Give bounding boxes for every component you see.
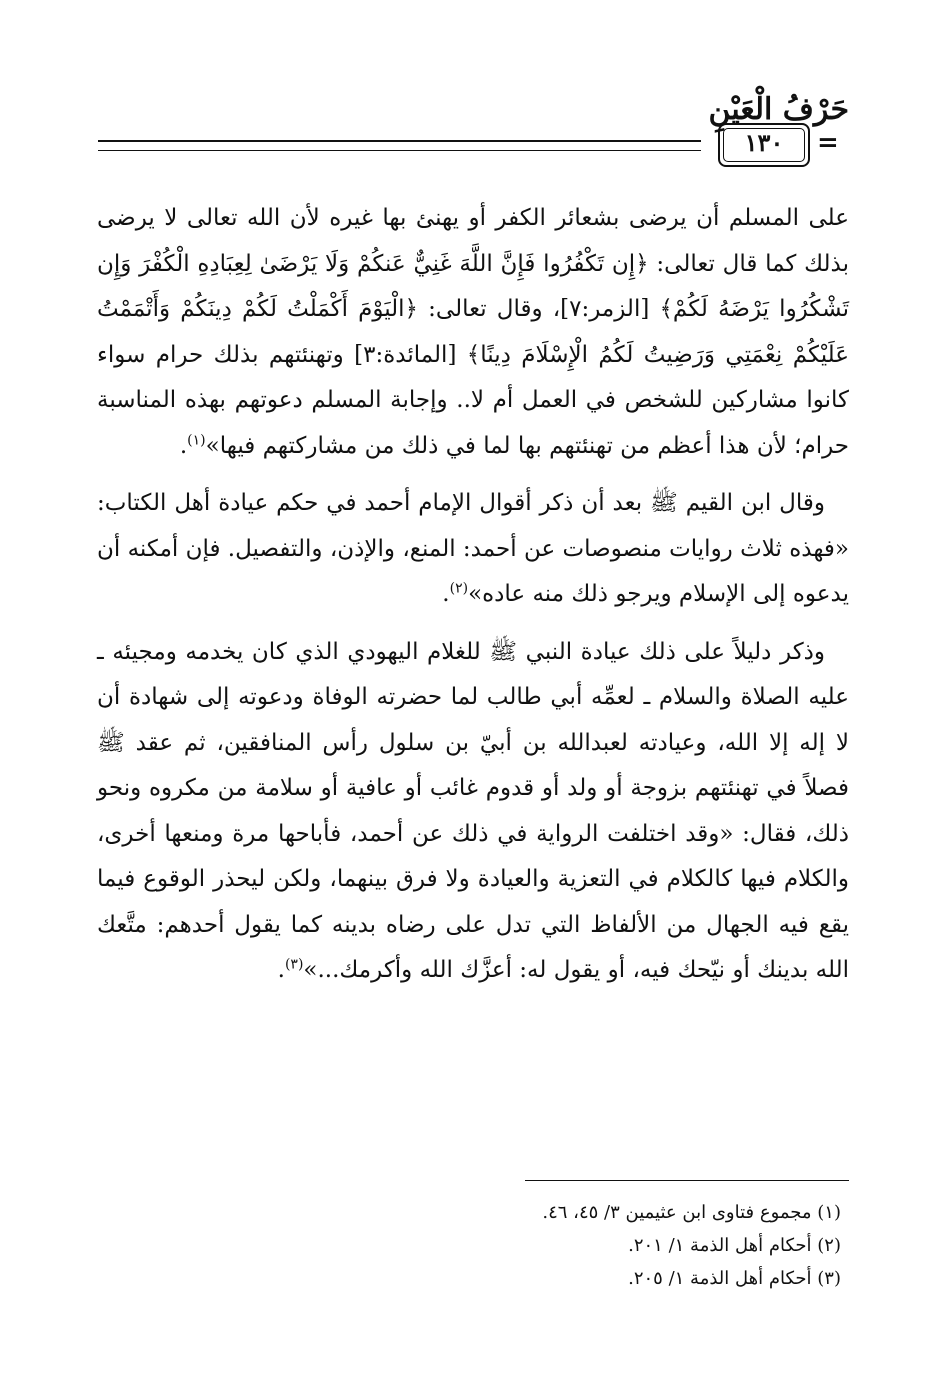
paragraph-3-end: . [277,957,285,983]
paragraph-2-text: وقال ابن القيم ﷺ بعد أن ذكر أقوال الإمام أحمد في حكم عيادة أهل الكتاب: «فهذه ثلاث روايات منصوصات عن أحمد: المنع، والإذن، والتفصيل. فإن أمكنه أن يدعوه إلى الإسلام ويرجو ذلك منه عاده» [97,490,849,607]
page-number: ١٣٠ [744,128,784,157]
footnote-2: (٢) أحكام أهل الذمة ١/ ٢٠١. [628,1235,841,1256]
paragraph-2-end: . [442,581,450,607]
paragraph-3 [97,630,849,994]
chapter-title: حَرْفُ الْعَيْنِ [708,92,849,127]
footnote-1: (١) مجموع فتاوى ابن عثيمين ٣/ ٤٥، ٤٦. [542,1202,841,1223]
footnote-3: (٣) أحكام أهل الذمة ١/ ٢٠٥. [628,1268,841,1289]
paragraph-2 [97,481,849,618]
footnote-ref-2: (٢) [449,580,469,597]
paragraph-3-text: وذكر دليلاً على ذلك عيادة النبي ﷺ للغلام اليهودي الذي كان يخدمه ومجيئه ـ عليه الصلاة والسلام ـ لعمِّه أبي طالب لما حضرته الوفاة ودعوته إلى شهادة أن لا إله إلا الله، وعيادته لعبدالله بن أبيّ بن سلول رأس المنافقين، ثم عقد ﷺ فصلاً في تهنئتهم بزوجة أو ولد أو قدوم غائب أو عافية أو سلامة من مكروه ونحو ذلك، فقال: «وقد اختلفت الرواية في ذلك عن أحمد، فأباحها مرة ومنعها أخرى، والكلام فيها كالكلام في التعزية والعيادة ولا فرق بينهما، ولكن ليحذر الوقوع فيما يقع فيه الجهال من الألفاظ التي تدل على رضاه بدينه كما يقول أحدهم: متَّعك الله بدينك أو نيّحك فيه، أو يقول له: أعزَّك الله وأكرمك...» [97,638,849,983]
footnote-ref-1: (١) [187,431,206,448]
footnote-ref-3: (٣) [284,956,304,973]
main-text [97,196,849,994]
header-rule-thick [98,140,701,142]
footnote-separator [525,1180,849,1181]
page-number-frame [718,123,810,167]
paragraph-1 [97,196,849,469]
paragraph-1-text: على المسلم أن يرضى بشعائر الكفر أو يهنئ بها غيره لأن الله تعالى لا يرضى بذلك كما قال تعالى: ﴿إِن تَكْفُرُوا فَإِنَّ اللَّهَ غَنِيٌّ عَنكُمْ وَلَا يَرْضَىٰ لِعِبَادِهِ الْكُفْرَ وَإِن تَشْكُرُوا يَرْضَهُ لَكُمْ﴾ [الزمر:٧]، وقال تعالى: ﴿الْيَوْمَ أَكْمَلْتُ لَكُمْ دِينَكُمْ وَأَتْمَمْتُ عَلَيْكُمْ نِعْمَتِي وَرَضِيتُ لَكُمُ الْإِسْلَامَ دِينًا﴾ [المائدة:٣] وتهنئتهم بذلك حرام سواء كانوا مشاركين للشخص في العمل أم لا.. وإجابة المسلم دعوتهم بهذه المناسبة حرام؛ لأن هذا أعظم من تهنئتهم بها لما في ذلك من مشاركتهم فيها» [97,205,849,459]
header-dash: = [817,128,839,158]
paragraph-1-end: . [179,432,188,459]
header-rule-thin [98,150,701,151]
footnotes [281,1196,841,1295]
